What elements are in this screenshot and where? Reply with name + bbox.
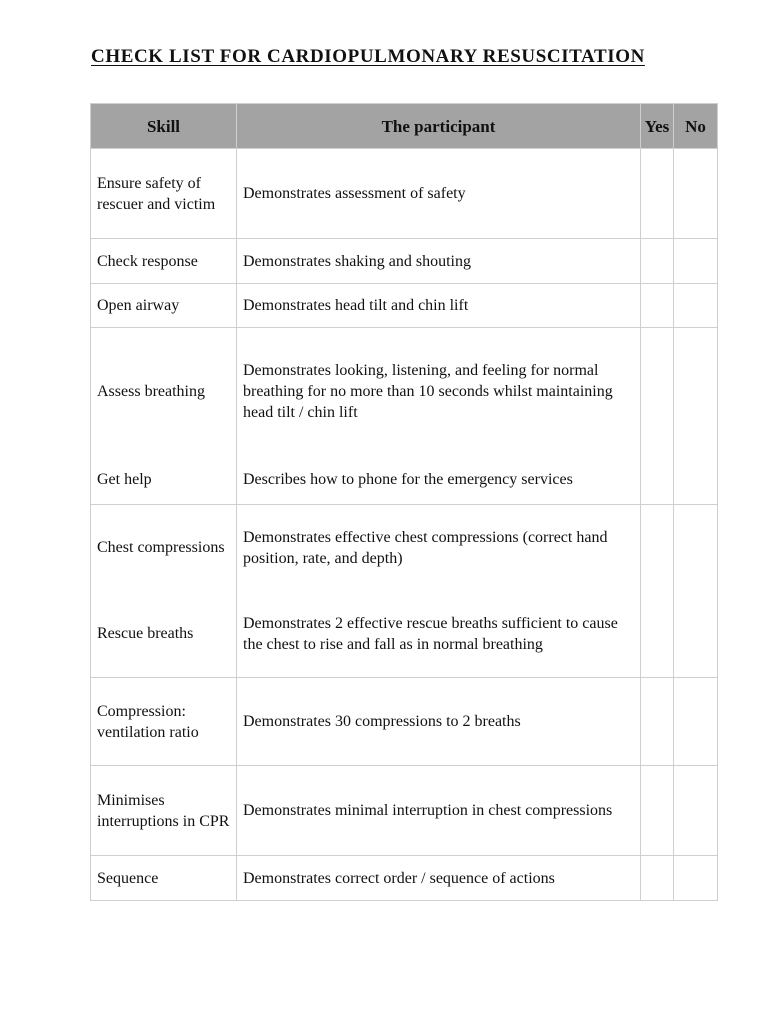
participant-cell: Demonstrates 30 compressions to 2 breaths xyxy=(237,678,641,766)
no-checkbox-cell[interactable] xyxy=(674,149,718,239)
yes-checkbox-cell[interactable] xyxy=(641,456,674,505)
table-row xyxy=(91,284,718,328)
skill-cell: Compression: ventilation ratio xyxy=(91,678,237,766)
header-yes: Yes xyxy=(641,104,674,149)
table-row xyxy=(91,456,718,505)
skill-cell: Open airway xyxy=(91,284,237,328)
header-no: No xyxy=(674,104,718,149)
participant-cell: Describes how to phone for the emergency services xyxy=(237,456,641,505)
skill-cell: Chest compressions xyxy=(91,505,237,591)
participant-cell: Demonstrates head tilt and chin lift xyxy=(237,284,641,328)
yes-checkbox-cell[interactable] xyxy=(641,239,674,284)
yes-checkbox-cell[interactable] xyxy=(641,284,674,328)
participant-cell: Demonstrates minimal interruption in chest compressions xyxy=(237,766,641,856)
skill-cell: Assess breathing xyxy=(91,328,237,456)
skill-cell: Get help xyxy=(91,456,237,505)
participant-cell: Demonstrates effective chest compressions (correct hand position, rate, and depth) xyxy=(237,505,641,591)
no-checkbox-cell[interactable] xyxy=(674,328,718,456)
no-checkbox-cell[interactable] xyxy=(674,591,718,678)
skill-cell: Rescue breaths xyxy=(91,591,237,678)
header-participant: The participant xyxy=(237,104,641,149)
participant-cell: Demonstrates looking, listening, and feeling for normal breathing for no more than 10 seconds whilst maintaining head tilt / chin lift xyxy=(237,328,641,456)
table-row xyxy=(91,239,718,284)
cpr-checklist-table xyxy=(90,103,718,901)
page-title: CHECK LIST FOR CARDIOPULMONARY RESUSCITATION xyxy=(91,46,645,67)
table-row xyxy=(91,856,718,901)
yes-checkbox-cell[interactable] xyxy=(641,856,674,901)
yes-checkbox-cell[interactable] xyxy=(641,591,674,678)
yes-checkbox-cell[interactable] xyxy=(641,678,674,766)
yes-checkbox-cell[interactable] xyxy=(641,149,674,239)
participant-cell: Demonstrates shaking and shouting xyxy=(237,239,641,284)
participant-cell: Demonstrates correct order / sequence of actions xyxy=(237,856,641,901)
table-header-row xyxy=(91,104,718,149)
participant-cell: Demonstrates assessment of safety xyxy=(237,149,641,239)
skill-cell: Check response xyxy=(91,239,237,284)
table-row xyxy=(91,591,718,678)
no-checkbox-cell[interactable] xyxy=(674,284,718,328)
no-checkbox-cell[interactable] xyxy=(674,505,718,591)
table-row xyxy=(91,766,718,856)
yes-checkbox-cell[interactable] xyxy=(641,766,674,856)
no-checkbox-cell[interactable] xyxy=(674,239,718,284)
skill-cell: Minimises interruptions in CPR xyxy=(91,766,237,856)
participant-cell: Demonstrates 2 effective rescue breaths sufficient to cause the chest to rise and fall as in normal breathing xyxy=(237,591,641,678)
no-checkbox-cell[interactable] xyxy=(674,678,718,766)
no-checkbox-cell[interactable] xyxy=(674,856,718,901)
no-checkbox-cell[interactable] xyxy=(674,456,718,505)
yes-checkbox-cell[interactable] xyxy=(641,328,674,456)
table-row xyxy=(91,505,718,591)
table-row xyxy=(91,149,718,239)
header-skill: Skill xyxy=(91,104,237,149)
no-checkbox-cell[interactable] xyxy=(674,766,718,856)
skill-cell: Sequence xyxy=(91,856,237,901)
table-row xyxy=(91,328,718,456)
table-row xyxy=(91,678,718,766)
yes-checkbox-cell[interactable] xyxy=(641,505,674,591)
skill-cell: Ensure safety of rescuer and victim xyxy=(91,149,237,239)
